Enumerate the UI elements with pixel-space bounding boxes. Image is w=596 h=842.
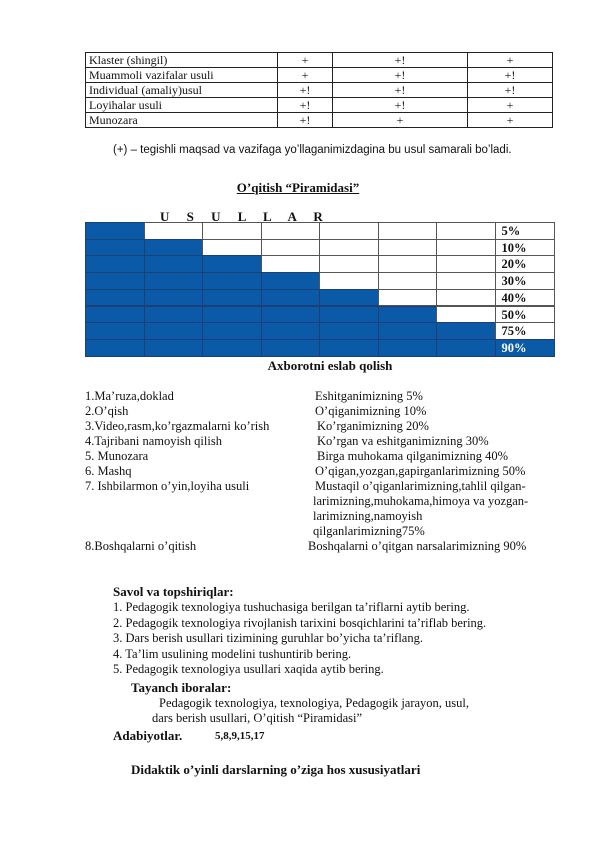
method-label: 1.Ma’ruza,doklad <box>85 389 174 403</box>
methods-table <box>85 52 553 128</box>
list-item <box>85 524 565 539</box>
list-item <box>85 479 565 494</box>
pyramid-caption: Axborotni eslab qolish <box>267 358 393 373</box>
pyramid-cell <box>436 239 496 257</box>
table-cell: +! <box>333 68 468 83</box>
method-name: Muammoli vazifalar usuli <box>86 68 278 83</box>
section-heading: Didaktik o’yinli darslarning o’ziga hos xususiyatlari <box>131 762 421 777</box>
pyramid-cell <box>436 272 496 290</box>
pyramid-cell-filled <box>144 339 204 357</box>
method-label: 5. Munozara <box>85 449 149 463</box>
list-item: 1. Pedagogik texnologiya tushuchasiga berilgan ta’riflarni aytib bering. <box>113 600 470 614</box>
questions-list <box>113 600 573 678</box>
list-item <box>85 449 565 464</box>
questions-heading: Savol va topshiriqlar: <box>113 584 234 599</box>
retention-label: Birga muhokama qilganimizning 40% <box>317 449 509 463</box>
pyramid-cell <box>202 222 262 240</box>
pyramid-cell-filled <box>319 339 379 357</box>
table-cell: + <box>468 53 553 68</box>
pyramid-cell-filled <box>85 339 145 357</box>
table-cell: +! <box>333 53 468 68</box>
pyramid-cell <box>261 239 321 257</box>
list-item: 4. Ta’lim usulining modelini tushuntirib bering. <box>113 646 352 661</box>
table-row <box>86 98 553 113</box>
pyramid-cell-filled <box>85 272 145 290</box>
pyramid-cell <box>436 289 496 307</box>
pyramid-cell-filled <box>202 289 262 307</box>
pyramid-cell <box>261 222 321 240</box>
table-cell: + <box>468 113 553 128</box>
method-name: Individual (amaliy)usul <box>86 83 278 98</box>
pyramid-cell <box>378 222 438 240</box>
pyramid-percentage-label: 90% <box>495 339 555 357</box>
list-item <box>85 419 565 434</box>
table-cell: +! <box>278 113 333 128</box>
pyramid-cell <box>319 239 379 257</box>
pyramid-cell-filled <box>261 339 321 357</box>
retention-label: O’qiganimizning 10% <box>315 404 427 418</box>
pyramid-percentage-label: 10% <box>495 239 555 257</box>
methods-retention-list <box>85 389 565 554</box>
table-row <box>86 53 553 68</box>
retention-label: qilganlarimizning75% <box>313 524 425 538</box>
pyramid-header: U S U L L A R <box>160 209 330 224</box>
pyramid-cell-filled <box>202 322 262 340</box>
retention-label: larimizning,namoyish <box>313 509 423 523</box>
table-cell: + <box>278 53 333 68</box>
pyramid-cell <box>378 255 438 273</box>
table-cell: + <box>468 98 553 113</box>
method-label: 3.Video,rasm,ko’rgazmalarni ko’rish <box>85 419 270 433</box>
pyramid-cell-filled <box>144 239 204 257</box>
retention-label: Ko’rgan va eshitganimizning 30% <box>317 434 489 448</box>
pyramid-cell-filled <box>144 322 204 340</box>
pyramid-cell <box>436 306 496 324</box>
pyramid-cell-filled <box>202 255 262 273</box>
pyramid-cell-filled <box>85 239 145 257</box>
pyramid-cell-filled <box>261 272 321 290</box>
pyramid-percentage-label: 50% <box>495 306 555 324</box>
pyramid-cell-filled <box>261 322 321 340</box>
list-item: 3. Dars berish usullari tizimining guruhlar bo’yicha ta’riflang. <box>113 631 423 645</box>
pyramid-cell-filled <box>378 339 438 357</box>
table-row <box>86 68 553 83</box>
table-cell: + <box>333 113 468 128</box>
learning-pyramid-grid <box>85 222 555 356</box>
pyramid-percentage-label: 40% <box>495 289 555 307</box>
method-name: Loyihalar usuli <box>86 98 278 113</box>
list-item: 5. Pedagogik texnologiya usullari xaqida aytib bering. <box>113 662 384 676</box>
pyramid-percentage-label: 5% <box>495 222 555 240</box>
pyramid-cell <box>378 289 438 307</box>
pyramid-cell-filled <box>319 306 379 324</box>
list-item <box>85 509 565 524</box>
list-item <box>85 539 565 554</box>
pyramid-cell <box>261 255 321 273</box>
table-row <box>86 113 553 128</box>
pyramid-cell-filled <box>85 289 145 307</box>
literature-label: Adabiyotlar. <box>113 728 183 743</box>
pyramid-cell-filled <box>261 306 321 324</box>
method-label: 6. Mashq <box>85 464 132 478</box>
table-cell: +! <box>468 83 553 98</box>
table-cell: +! <box>278 83 333 98</box>
table-cell: +! <box>333 83 468 98</box>
pyramid-cell <box>436 222 496 240</box>
table-row <box>86 83 553 98</box>
pyramid-cell-filled <box>436 322 496 340</box>
keywords-line: Pedagogik texnologiya, texnologiya, Pedagogik jarayon, usul, <box>159 696 470 710</box>
retention-label: Mustaqil o’qiganlarimizning,tahlil qilgan- <box>315 479 526 493</box>
list-item <box>85 434 565 449</box>
pyramid-cell <box>378 239 438 257</box>
pyramid-cell-filled <box>144 255 204 273</box>
pyramid-cell-filled <box>202 272 262 290</box>
retention-label: Ko’rganimizning 20% <box>317 419 429 433</box>
list-item: 2. Pedagogik texnologiya rivojlanish tarixini bosqichlarini ta’riflab bering. <box>113 615 487 630</box>
retention-label: Boshqalarni o’qitgan narsalarimizning 90% <box>308 539 527 553</box>
table-cell: +! <box>333 98 468 113</box>
table-cell: +! <box>468 68 553 83</box>
pyramid-cell <box>202 239 262 257</box>
retention-label: O’qigan,yozgan,gapirganlarimizning 50% <box>315 464 526 478</box>
method-label: 4.Tajribani namoyish qilish <box>85 434 222 448</box>
pyramid-cell-filled <box>378 306 438 324</box>
pyramid-cell-filled <box>378 322 438 340</box>
pyramid-cell-filled <box>144 306 204 324</box>
pyramid-cell-filled <box>202 339 262 357</box>
retention-label: larimizning,muhokama,himoya va yozgan- <box>313 494 529 508</box>
table-note: (+) – tegishli maqsad va vazifaga yo’llaganimizdagina bu usul samarali bo’ladi. <box>113 144 512 156</box>
pyramid-cell <box>319 222 379 240</box>
list-item <box>85 404 565 419</box>
list-item <box>85 389 565 404</box>
pyramid-cell-filled <box>261 289 321 307</box>
table-cell: +! <box>278 98 333 113</box>
pyramid-percentage-label: 75% <box>495 322 555 340</box>
keywords-heading: Tayanch iboralar: <box>131 680 232 695</box>
pyramid-cell <box>144 222 204 240</box>
pyramid-cell-filled <box>202 306 262 324</box>
pyramid-cell-filled <box>144 272 204 290</box>
pyramid-cell-filled <box>85 306 145 324</box>
pyramid-cell <box>319 255 379 273</box>
pyramid-cell-filled <box>85 255 145 273</box>
pyramid-title: O’qitish “Piramidasi” <box>236 180 360 195</box>
pyramid-percentage-label: 30% <box>495 272 555 290</box>
list-item <box>85 464 565 479</box>
method-label: 8.Boshqalarni o’qitish <box>85 539 197 553</box>
table-cell: + <box>278 68 333 83</box>
method-name: Klaster (shingil) <box>86 53 278 68</box>
pyramid-cell-filled <box>319 289 379 307</box>
pyramid-cell <box>319 272 379 290</box>
list-item <box>85 494 565 509</box>
literature-refs: 5,8,9,15,17 <box>215 730 265 742</box>
pyramid-cell-filled <box>144 289 204 307</box>
method-label: 7. Ishbilarmon o’yin,loyiha usuli <box>85 479 250 493</box>
pyramid-cell-filled <box>85 322 145 340</box>
pyramid-cell <box>378 272 438 290</box>
pyramid-percentage-label: 20% <box>495 255 555 273</box>
pyramid-cell <box>436 255 496 273</box>
pyramid-cell-filled <box>319 322 379 340</box>
method-label: 2.O’qish <box>85 404 129 418</box>
pyramid-cell-filled <box>85 222 145 240</box>
keywords-line: dars berish usullari, O’qitish “Piramidasi” <box>152 711 363 725</box>
method-name: Munozara <box>86 113 278 128</box>
pyramid-cell-filled <box>436 339 496 357</box>
retention-label: Eshitganimizning 5% <box>315 389 423 403</box>
